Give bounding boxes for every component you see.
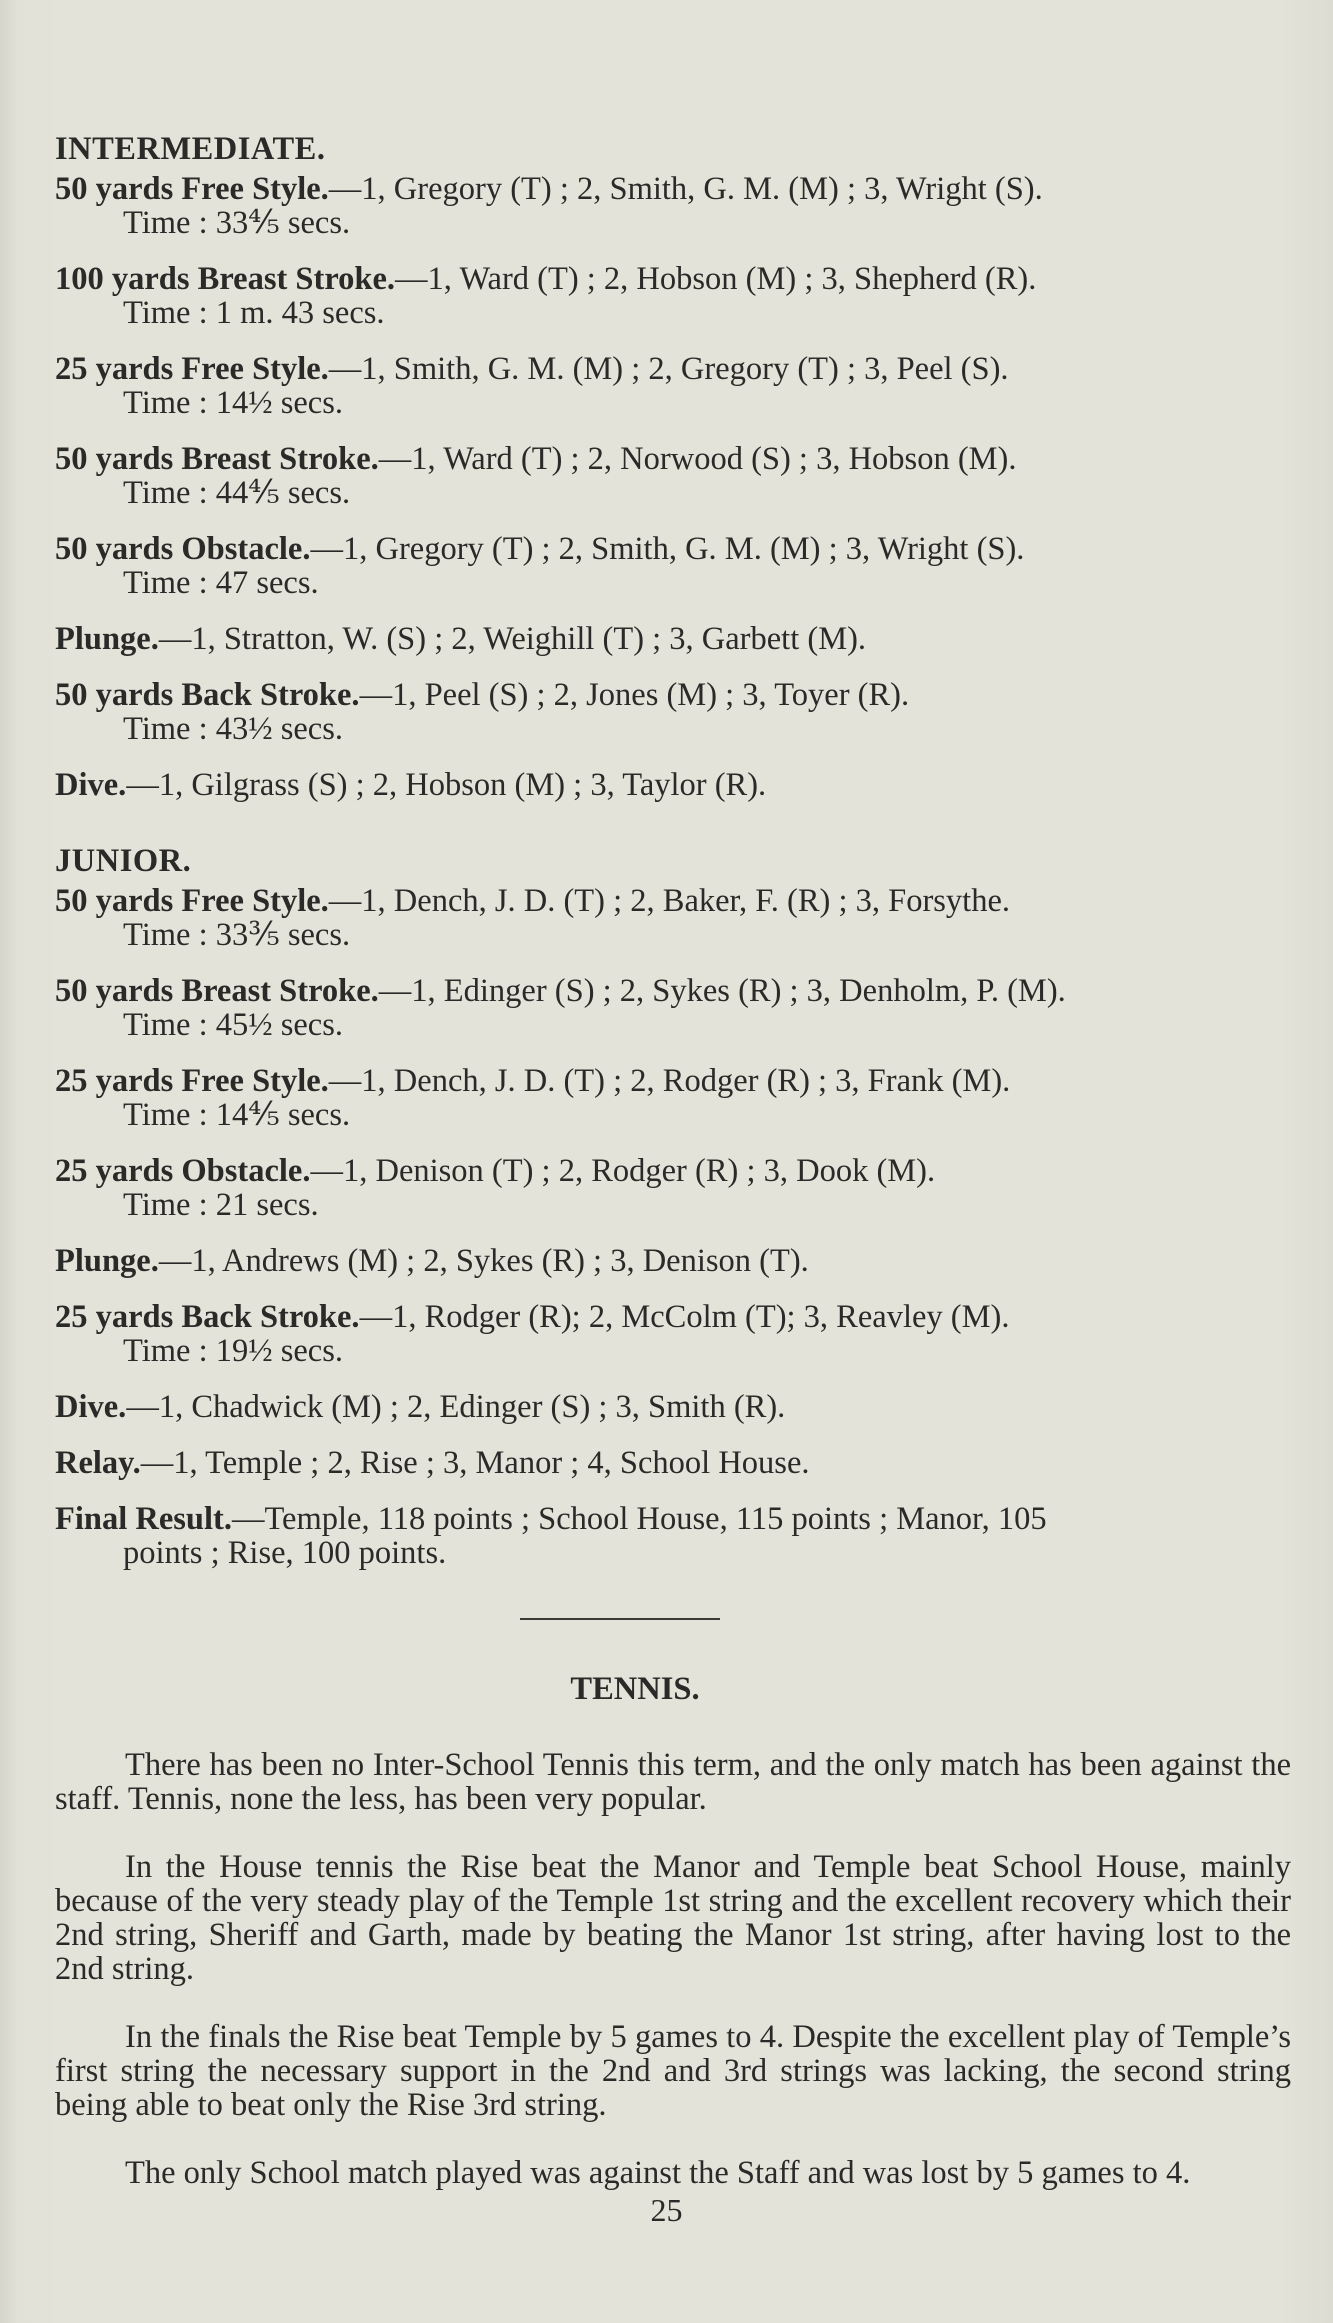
event-results: —1, Gregory (T) ; 2, Smith, G. M. (M) ; 3, Wright (S).	[328, 171, 1043, 207]
event-time: Time : 45½ secs.	[123, 1007, 343, 1043]
content	[55, 132, 1295, 2224]
event-time: points ; Rise, 100 points.	[123, 1535, 447, 1571]
tennis-paragraph: There has been no Inter-School Tennis this term, and the only match has been against the staff. Tennis, none the less, has been very popular.	[55, 1747, 1291, 1817]
event-results: —1, Edinger (S) ; 2, Sykes (R) ; 3, Denholm, P. (M).	[378, 973, 1066, 1009]
event-results: —1, Dench, J. D. (T) ; 2, Baker, F. (R) ; 3, Forsythe.	[328, 883, 1011, 919]
event-results: —1, Gregory (T) ; 2, Smith, G. M. (M) ; 3, Wright (S).	[310, 531, 1025, 567]
page-number: 25	[650, 2192, 683, 2228]
result-entry	[55, 442, 1295, 510]
event-name: Plunge.	[55, 1243, 159, 1279]
result-entry	[55, 532, 1295, 600]
event-results: —1, Stratton, W. (S) ; 2, Weighill (T) ; 3, Garbett (M).	[158, 621, 867, 657]
result-entry	[55, 768, 1295, 802]
event-name: 25 yards Free Style.	[55, 1063, 329, 1099]
event-name: 50 yards Back Stroke.	[55, 677, 360, 713]
event-time: Time : 44⅘ secs.	[123, 475, 351, 511]
event-results: —1, Gilgrass (S) ; 2, Hobson (M) ; 3, Taylor (R).	[126, 767, 767, 803]
event-results: —1, Chadwick (M) ; 2, Edinger (S) ; 3, Smith (R).	[126, 1389, 786, 1425]
tennis-paragraph: The only School match played was against the Staff and was lost by 5 games to 4.	[125, 2155, 1191, 2191]
event-results: —Temple, 118 points ; School House, 115 points ; Manor, 105	[231, 1501, 1047, 1537]
result-entry	[55, 678, 1295, 746]
result-entry	[55, 974, 1295, 1042]
event-results: —1, Smith, G. M. (M) ; 2, Gregory (T) ; 3, Peel (S).	[328, 351, 1009, 387]
result-entry	[55, 1154, 1295, 1222]
event-time: Time : 14⅘ secs.	[123, 1097, 351, 1133]
event-time: Time : 33⅗ secs.	[123, 917, 351, 953]
result-entry	[55, 262, 1295, 330]
result-entry	[55, 172, 1295, 240]
result-entry	[55, 1390, 1295, 1424]
event-time: Time : 14½ secs.	[123, 385, 343, 421]
event-name: 25 yards Obstacle.	[55, 1153, 311, 1189]
event-results: —1, Andrews (M) ; 2, Sykes (R) ; 3, Denison (T).	[158, 1243, 809, 1279]
junior-results	[55, 884, 1295, 1570]
section-title-tennis: TENNIS.	[570, 1671, 700, 1707]
event-name: 100 yards Breast Stroke.	[55, 261, 396, 297]
event-name: 25 yards Back Stroke.	[55, 1299, 360, 1335]
event-time: Time : 47 secs.	[123, 565, 319, 601]
event-results: —1, Ward (T) ; 2, Hobson (M) ; 3, Shepherd (R).	[395, 261, 1037, 297]
event-name: Relay.	[55, 1445, 141, 1481]
result-entry	[55, 884, 1295, 952]
event-time: Time : 43½ secs.	[123, 711, 343, 747]
event-name: 25 yards Free Style.	[55, 351, 329, 387]
intermediate-results	[55, 172, 1295, 802]
event-results: —1, Rodger (R); 2, McColm (T); 3, Reavley (M).	[359, 1299, 1010, 1335]
event-results: —1, Ward (T) ; 2, Norwood (S) ; 3, Hobson (M).	[378, 441, 1017, 477]
event-name: Plunge.	[55, 621, 159, 657]
event-results: —1, Temple ; 2, Rise ; 3, Manor ; 4, School House.	[140, 1445, 810, 1481]
event-name: 50 yards Breast Stroke.	[55, 441, 379, 477]
result-entry	[55, 1244, 1295, 1278]
section-title-junior: JUNIOR.	[55, 843, 192, 879]
tennis-paragraph: In the finals the Rise beat Temple by 5 games to 4. Despite the excellent play of Temple’s first string the necessary support in the 2nd and 3rd strings was lacking, the second string being able to beat only the Rise 3rd string.	[55, 2019, 1291, 2123]
event-results: —1, Dench, J. D. (T) ; 2, Rodger (R) ; 3, Frank (M).	[328, 1063, 1011, 1099]
event-name: 50 yards Breast Stroke.	[55, 973, 379, 1009]
event-results: —1, Denison (T) ; 2, Rodger (R) ; 3, Dook (M).	[310, 1153, 936, 1189]
result-entry	[55, 1446, 1295, 1480]
event-time: Time : 1 m. 43 secs.	[123, 295, 385, 331]
tennis-paragraph: In the House tennis the Rise beat the Manor and Temple beat School House, mainly because of the very steady play of the Temple 1st string and the excellent recovery which their 2nd string, Sheriff and Garth, made by beating the Manor 1st string, after having lost to the 2nd string.	[55, 1849, 1291, 1987]
section-title-intermediate: INTERMEDIATE.	[55, 131, 326, 167]
result-entry	[55, 622, 1295, 656]
result-entry	[55, 1502, 1295, 1570]
section-divider	[520, 1618, 720, 1620]
result-entry	[55, 352, 1295, 420]
event-name: Final Result.	[55, 1501, 232, 1537]
event-name: Dive.	[55, 1389, 127, 1425]
event-time: Time : 33⅘ secs.	[123, 205, 351, 241]
event-time: Time : 21 secs.	[123, 1187, 319, 1223]
event-name: Dive.	[55, 767, 127, 803]
event-name: 50 yards Free Style.	[55, 883, 329, 919]
result-entry	[55, 1064, 1295, 1132]
event-name: 50 yards Obstacle.	[55, 531, 311, 567]
event-time: Time : 19½ secs.	[123, 1333, 343, 1369]
result-entry	[55, 1300, 1295, 1368]
event-results: —1, Peel (S) ; 2, Jones (M) ; 3, Toyer (R).	[359, 677, 910, 713]
event-name: 50 yards Free Style.	[55, 171, 329, 207]
